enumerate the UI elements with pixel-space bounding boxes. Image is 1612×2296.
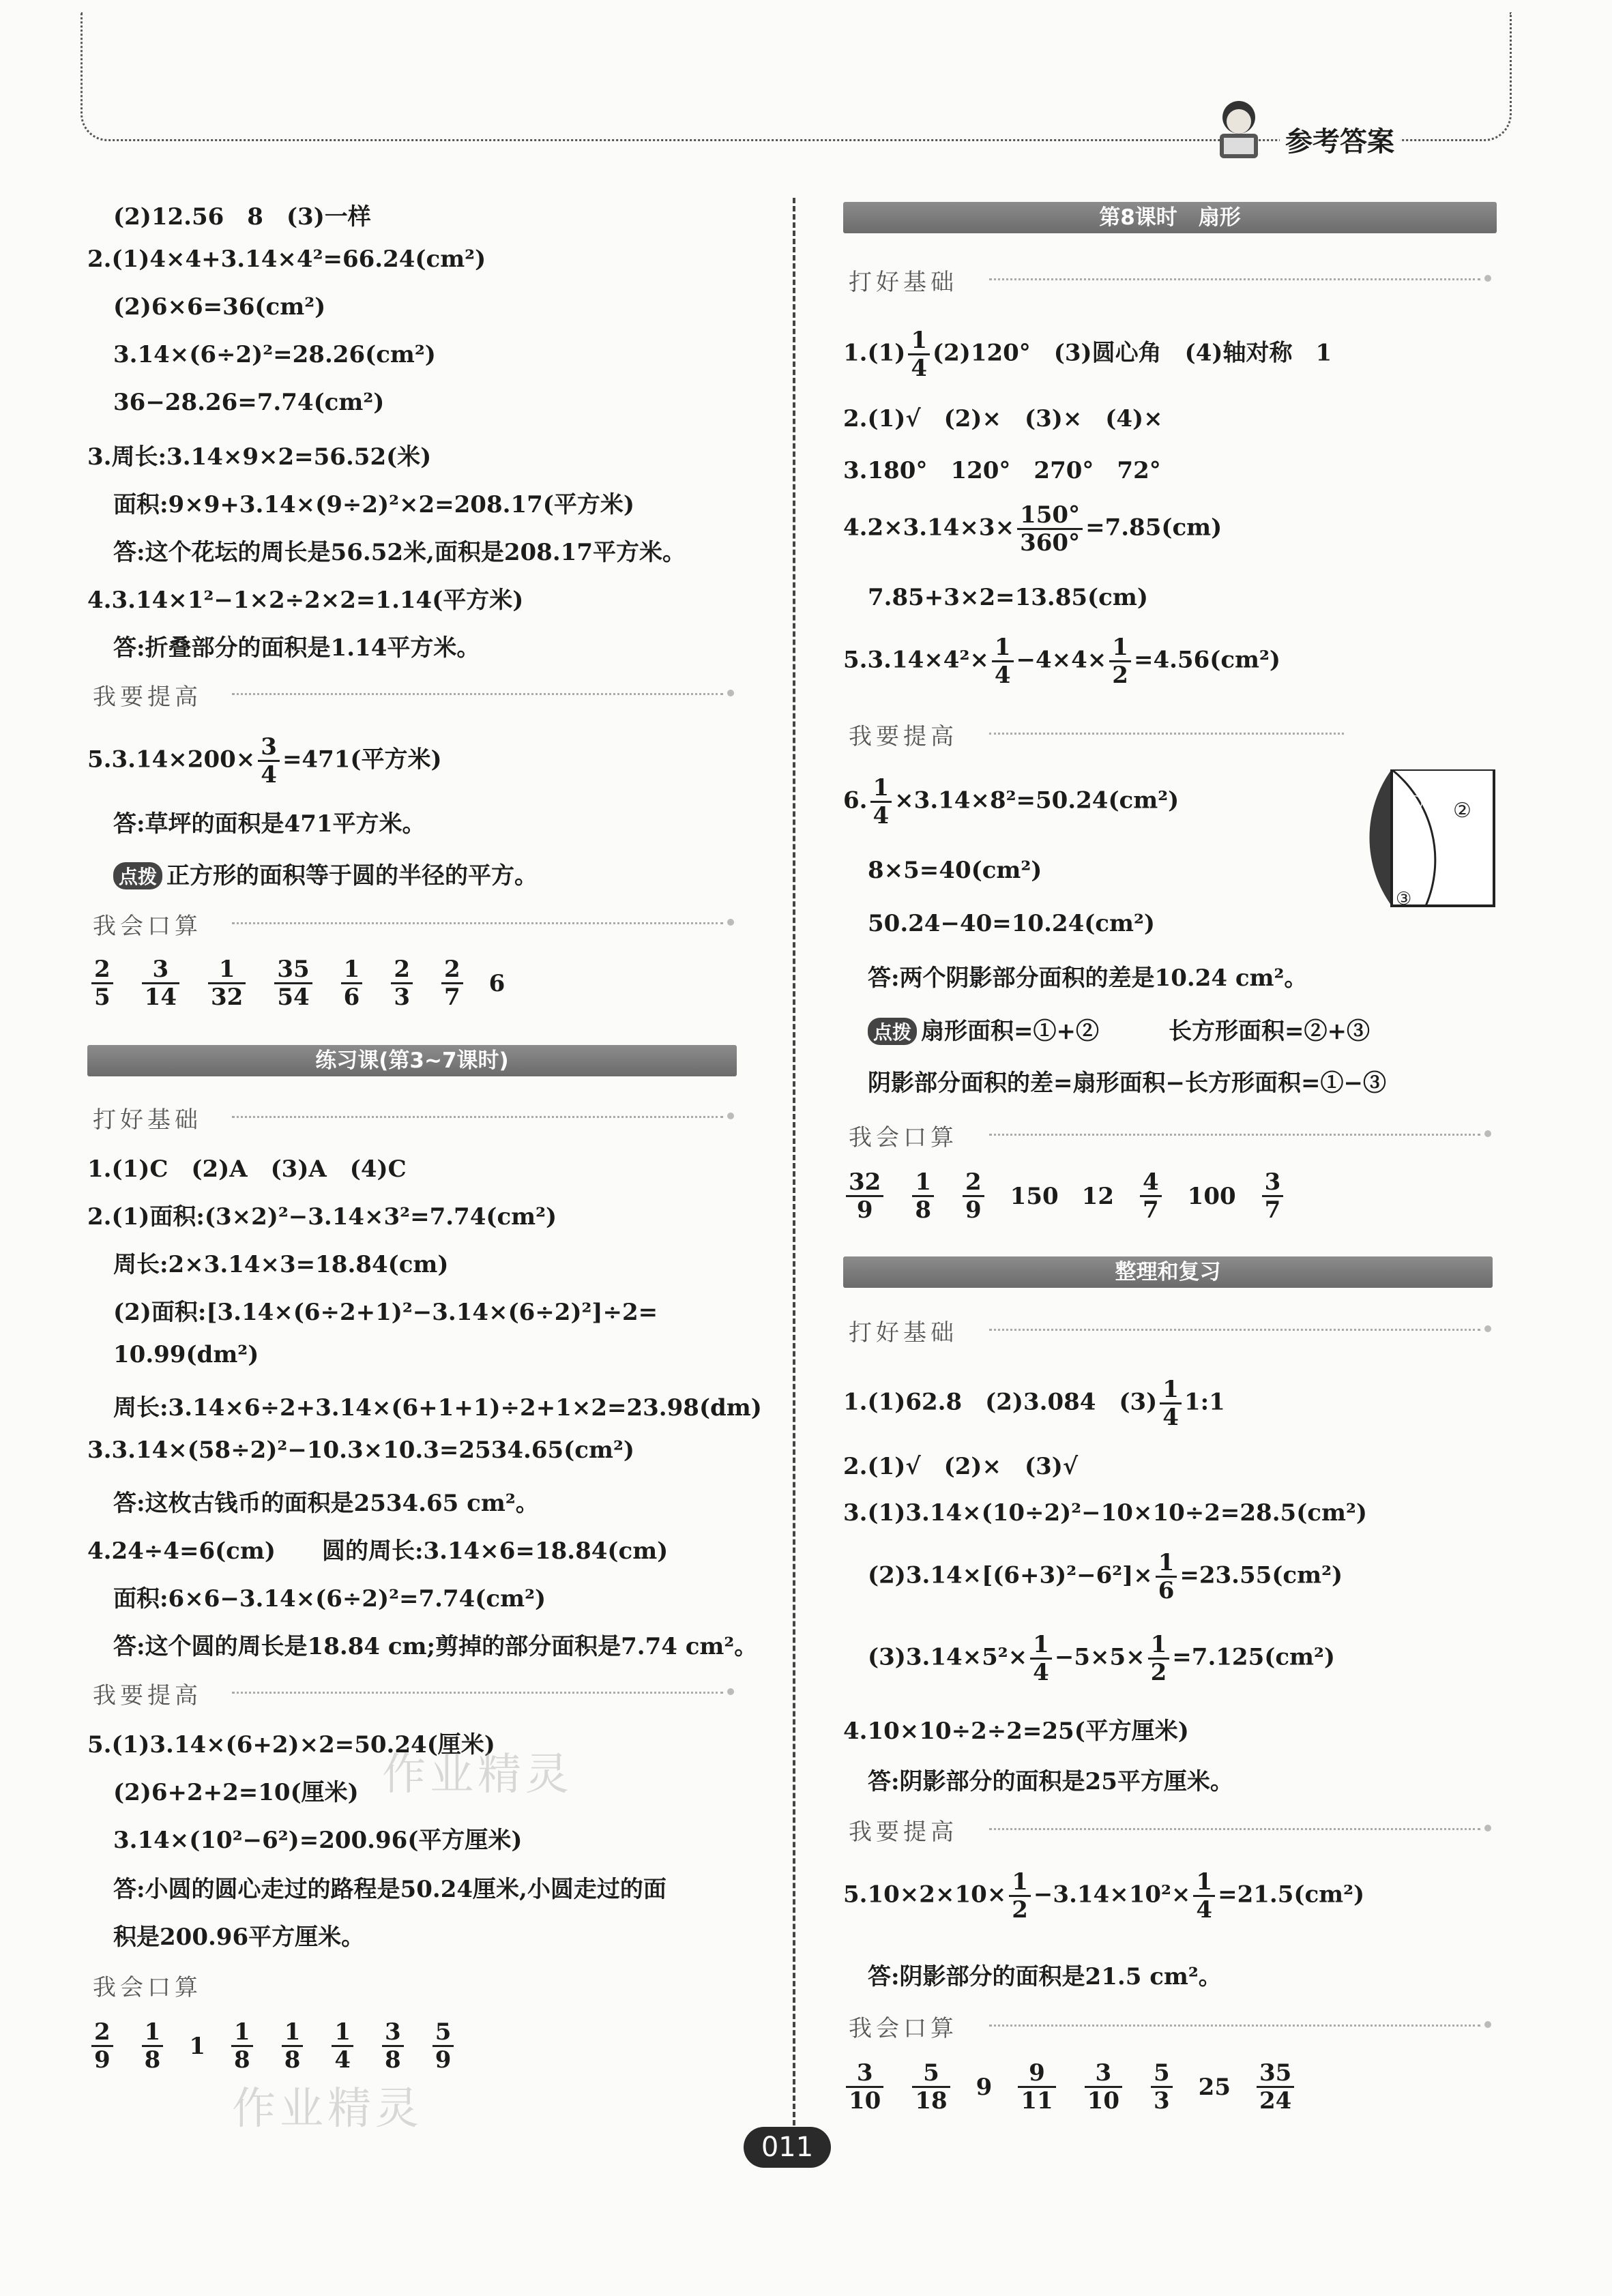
answer-line: 答:两个阴影部分面积的差是10.24 cm²。 — [868, 965, 1308, 992]
section-heading: 打好基础 — [93, 1106, 202, 1134]
answer-line: 36−28.26=7.74(cm²) — [113, 389, 385, 416]
section-rule — [989, 278, 1480, 280]
answer-line: 周长:2×3.14×3=18.84(cm) — [113, 1251, 449, 1278]
answer-line: 答:阴影部分的面积是25平方厘米。 — [868, 1768, 1233, 1795]
section-heading: 打好基础 — [849, 269, 958, 296]
tip-badge: 点拨 — [113, 862, 162, 889]
answer-line: (2)3.14×[(6+3)²−6²]× $\frac{1}{6}$ =23.55(cm²) — [868, 1549, 1343, 1604]
section-rule — [232, 1116, 723, 1118]
section-heading: 我要提高 — [93, 1682, 202, 1709]
section-dot — [1484, 1825, 1491, 1831]
answer-line: 3.3.14×(58÷2)²−10.3×10.3=2534.65(cm²) — [87, 1437, 634, 1464]
answer-line: 答:折叠部分的面积是1.14平方米。 — [113, 634, 480, 662]
answer-line: 3.(1)3.14×(10÷2)²−10×10÷2=28.5(cm²) — [843, 1499, 1367, 1527]
watermark: 作业精灵 — [232, 2084, 423, 2134]
answer-line: 4.2×3.14×3× $\frac{150^\circ}{360^\circ}$ =7.85(cm) — [843, 501, 1222, 557]
mental-answer-fraction: $\frac{2}{7}$ — [439, 956, 466, 1010]
mascot-reading-icon — [1207, 95, 1270, 164]
section-bar-practice: 练习课(第3~7课时) — [87, 1045, 737, 1076]
answer-line: 2.(1)4×4+3.14×4²=66.24(cm²) — [87, 246, 486, 273]
sector-rectangle-figure — [1364, 769, 1498, 913]
mental-answer-fraction: $\frac{1}{8}$ — [279, 2019, 306, 2073]
answer-line: 6. $\frac{1}{4}$ ×3.14×8²=50.24(cm²) — [843, 774, 1179, 829]
mental-answer-fraction: $\frac{2}{3}$ — [388, 956, 415, 1010]
answer-line: 答:草坪的面积是471平方米。 — [113, 810, 426, 838]
figure-label-2: ② — [1453, 799, 1471, 823]
answer-line: 3.周长:3.14×9×2=56.52(米) — [87, 443, 432, 471]
answer-line: 4.10×10÷2÷2=25(平方厘米) — [843, 1718, 1189, 1745]
column-divider — [793, 198, 795, 2142]
section-rule — [989, 733, 1344, 735]
answer-line: 5.10×2×10× $\frac{1}{2}$ −3.14×10²× $\frac{1}{4}$ =21.5(cm²) — [843, 1868, 1365, 1924]
header-title: 参考答案 — [1280, 120, 1400, 159]
answer-line: 1.(1)C (2)A (3)A (4)C — [87, 1156, 407, 1183]
mental-answer-fraction: $\frac{35}{24}$ — [1254, 2060, 1297, 2114]
section-dot — [1484, 1130, 1491, 1137]
mental-math-row — [843, 1169, 1309, 1223]
mental-answer-value: 25 — [1198, 2073, 1231, 2101]
mental-answer-fraction: $\frac{4}{7}$ — [1137, 1169, 1164, 1223]
mental-answer-fraction: $\frac{32}{9}$ — [843, 1169, 886, 1223]
mental-answer-fraction: $\frac{9}{11}$ — [1015, 2060, 1058, 2114]
answer-line: 积是200.96平方厘米。 — [113, 1924, 365, 1951]
tip-badge: 点拨 — [868, 1018, 917, 1045]
figure-label-1: ① — [1405, 792, 1424, 816]
mental-math-row — [89, 956, 528, 1010]
answer-line: 8×5=40(cm²) — [868, 857, 1042, 884]
mental-answer-fraction: $\frac{1}{4}$ — [329, 2019, 356, 2073]
section-dot — [1484, 275, 1491, 282]
answer-line: 7.85+3×2=13.85(cm) — [868, 584, 1148, 611]
answer-line: 答:这个花坛的周长是56.52米,面积是208.17平方米。 — [113, 539, 686, 566]
mental-answer-fraction: $\frac{2}{9}$ — [89, 2019, 116, 2073]
answer-line: 3.180° 120° 270° 72° — [843, 457, 1161, 484]
section-heading: 我要提高 — [849, 1819, 958, 1846]
answer-line: 阴影部分面积的差=扇形面积−长方形面积=①−③ — [868, 1070, 1386, 1097]
answer-line: 1.(1) $\frac{1}{4}$ (2)120° (3)圆心角 (4)轴对称 1 — [843, 327, 1332, 382]
watermark: 作业精灵 — [382, 1750, 573, 1800]
section-dot — [1484, 1325, 1491, 1332]
section-heading: 我会口算 — [849, 2015, 958, 2042]
answer-line: (3)3.14×5²× $\frac{1}{4}$ −5×5× $\frac{1}{2}$ =7.125(cm²) — [868, 1631, 1335, 1686]
mental-answer-fraction: $\frac{35}{54}$ — [272, 956, 314, 1010]
section-heading: 我会口算 — [93, 913, 202, 940]
mental-answer-fraction: $\frac{3}{7}$ — [1259, 1169, 1287, 1223]
mental-answer-fraction: $\frac{3}{14}$ — [139, 956, 182, 1010]
answer-line: (2)12.56 8 (3)一样 — [113, 203, 371, 231]
answer-line: 3.14×(6÷2)²=28.26(cm²) — [113, 341, 436, 368]
answer-line: 周长:3.14×6÷2+3.14×(6+1+1)÷2+1×2=23.98(dm) — [113, 1394, 762, 1422]
section-dot — [727, 1113, 734, 1119]
answer-line: 3.14×(10²−6²)=200.96(平方厘米) — [113, 1827, 523, 1854]
answer-line: 答:这个圆的周长是18.84 cm;剪掉的部分面积是7.74 cm²。 — [113, 1633, 758, 1660]
section-heading: 我要提高 — [93, 683, 202, 711]
section-dot — [727, 690, 734, 696]
section-dot — [1484, 2021, 1491, 2028]
section-rule — [989, 1134, 1480, 1136]
answer-line: 5.(1)3.14×(6+2)×2=50.24(厘米) — [87, 1731, 495, 1758]
mental-answer-fraction: $\frac{1}{6}$ — [338, 956, 366, 1010]
answer-line: 4.3.14×1²−1×2÷2×2=1.14(平方米) — [87, 587, 524, 614]
tip-line: 点拨 扇形面积=①+② 长方形面积=②+③ — [868, 1012, 1370, 1046]
tip-line: 点拨 正方形的面积等于圆的半径的平方。 — [113, 857, 538, 890]
page-number: 011 — [744, 2127, 831, 2168]
answer-line: 面积:6×6−3.14×(6÷2)²=7.74(cm²) — [113, 1585, 546, 1613]
mental-answer-fraction: $\frac{2}{5}$ — [89, 956, 116, 1010]
answer-line: (2)6+2+2=10(厘米) — [113, 1779, 359, 1806]
section-dot — [727, 919, 734, 926]
mental-answer-fraction: $\frac{1}{32}$ — [205, 956, 248, 1010]
section-rule — [989, 1828, 1480, 1830]
answer-line: 2.(1)√ (2)× (3)√ — [843, 1453, 1079, 1480]
mental-answer-value: 1 — [189, 2032, 206, 2060]
answer-line: 1.(1)62.8 (2)3.084 (3) $\frac{1}{4}$ 1:1 — [843, 1376, 1225, 1431]
mental-answer-fraction: $\frac{5}{3}$ — [1148, 2060, 1175, 2114]
mental-math-row — [89, 2019, 480, 2073]
answer-line: 2.(1)面积:(3×2)²−3.14×3²=7.74(cm²) — [87, 1203, 557, 1231]
mental-answer-value: 150 — [1010, 1182, 1059, 1210]
mental-answer-fraction: $\frac{3}{10}$ — [1082, 2060, 1125, 2114]
mental-answer-fraction: $\frac{3}{8}$ — [379, 2019, 407, 2073]
answer-line: 答:阴影部分的面积是21.5 cm²。 — [868, 1963, 1222, 1990]
mental-answer-value: 12 — [1081, 1182, 1114, 1210]
answer-line: 4.24÷4=6(cm) 圆的周长:3.14×6=18.84(cm) — [87, 1537, 669, 1565]
answer-line: 50.24−40=10.24(cm²) — [868, 910, 1155, 937]
section-heading: 我会口算 — [849, 1124, 958, 1151]
section-heading: 我会口算 — [93, 1974, 202, 2001]
section-bar-lesson8: 第8课时 扇形 — [843, 202, 1497, 233]
section-rule — [232, 922, 723, 924]
section-rule — [989, 1329, 1480, 1331]
mental-answer-fraction: $\frac{1}{8}$ — [909, 1169, 937, 1223]
mental-answer-value: 6 — [488, 969, 505, 997]
section-rule — [232, 693, 723, 695]
answer-line: (2)面积:[3.14×(6÷2+1)²−3.14×(6÷2)²]÷2= — [113, 1299, 658, 1326]
answer-line: 2.(1)√ (2)× (3)× (4)× — [843, 405, 1163, 432]
section-bar-review: 整理和复习 — [843, 1256, 1493, 1288]
figure-label-3: ③ — [1396, 889, 1412, 909]
answer-line: 5.3.14×4²× $\frac{1}{4}$ −4×4× $\frac{1}{2}$ =4.56(cm²) — [843, 634, 1280, 689]
section-heading: 打好基础 — [849, 1319, 958, 1346]
answer-line: 答:这枚古钱币的面积是2534.65 cm²。 — [113, 1490, 539, 1517]
answer-line: 答:小圆的圆心走过的路程是50.24厘米,小圆走过的面 — [113, 1876, 666, 1903]
answer-line: 面积:9×9+3.14×(9÷2)²×2=208.17(平方米) — [113, 491, 634, 518]
section-heading: 我要提高 — [849, 723, 958, 750]
mental-answer-fraction: $\frac{1}{8}$ — [139, 2019, 166, 2073]
mental-answer-fraction: $\frac{2}{9}$ — [960, 1169, 987, 1223]
section-dot — [727, 1688, 734, 1695]
mental-answer-fraction: $\frac{3}{10}$ — [843, 2060, 886, 2114]
answer-line: 5.3.14×200× $\frac{3}{4}$ =471(平方米) — [87, 733, 442, 789]
answer-line: 10.99(dm²) — [113, 1341, 259, 1368]
mental-answer-fraction: $\frac{1}{8}$ — [229, 2019, 256, 2073]
mental-answer-value: 9 — [976, 2073, 993, 2101]
section-rule — [989, 2025, 1480, 2027]
answer-line: (2)6×6=36(cm²) — [113, 293, 326, 321]
mental-answer-fraction: $\frac{5}{18}$ — [909, 2060, 952, 2114]
mental-math-row — [843, 2060, 1320, 2114]
mental-answer-value: 100 — [1187, 1182, 1236, 1210]
section-rule — [232, 1692, 723, 1694]
mental-answer-fraction: $\frac{5}{9}$ — [430, 2019, 457, 2073]
